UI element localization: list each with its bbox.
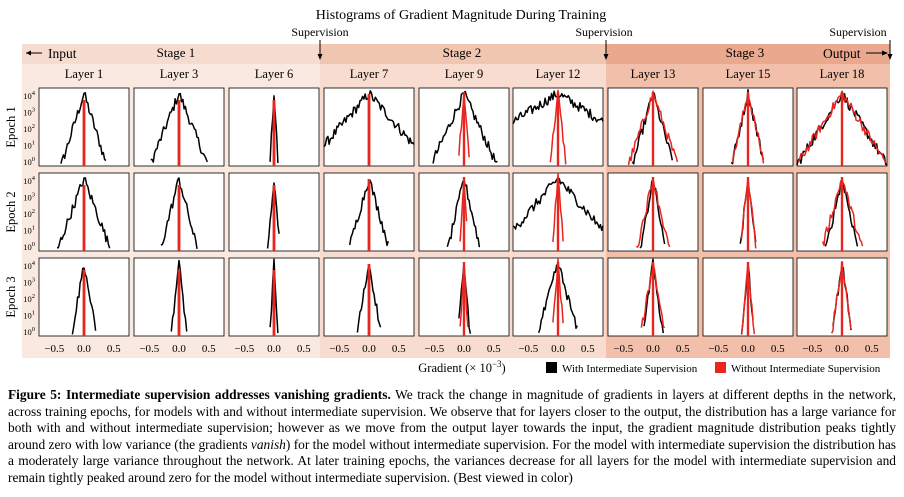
supervision-label-1: Supervision bbox=[291, 25, 349, 39]
x-tick-label: −0.5 bbox=[613, 343, 634, 355]
series-without-supervision bbox=[83, 185, 86, 251]
legend-swatch-with bbox=[546, 362, 557, 373]
y-tick-label: $10^2$ bbox=[23, 208, 35, 219]
x-tick-label: 0.0 bbox=[362, 343, 376, 355]
stage-2-label: Stage 2 bbox=[442, 45, 482, 60]
x-tick-label: 0.5 bbox=[296, 343, 311, 355]
x-tick-label: 0.5 bbox=[106, 343, 121, 355]
panel-epoch2-layer8 bbox=[703, 173, 793, 251]
caption-text-1: We track the change in magnitude of gradients in layers at different depths in the network, across training epochs, for models with and without intermediate supervision. We observe that for layers closer to the output, the distribution has a large variance for both with and without intermediate supervision; however as we move from the output layer towards the input, the gradient magnitude distribution peaks tightly around zero with low variance (the gradients bbox=[8, 387, 896, 452]
x-tick-label: −0.5 bbox=[518, 343, 539, 355]
y-tick-label: $10^3$ bbox=[23, 276, 35, 288]
x-tick-label: −0.5 bbox=[708, 343, 729, 355]
layer-label-1: Layer 1 bbox=[64, 67, 104, 81]
series-without-supervision-peak bbox=[652, 177, 654, 251]
legend-label-with: With Intermediate Supervision bbox=[562, 363, 698, 375]
panel-epoch2-layer5 bbox=[419, 173, 509, 251]
panel-epoch1-layer5 bbox=[419, 88, 509, 166]
series-without-supervision-peak bbox=[747, 177, 749, 251]
x-axis-label: Gradient (× $10^{-3}$) bbox=[418, 359, 506, 375]
x-tick-label: 0.0 bbox=[835, 343, 849, 355]
x-tick-label: −0.5 bbox=[234, 343, 255, 355]
layer-label-5: Layer 9 bbox=[444, 67, 484, 81]
series-without-supervision-peak bbox=[747, 262, 749, 336]
series-without-supervision-peak bbox=[652, 92, 654, 166]
series-without-supervision-peak bbox=[557, 262, 559, 336]
layer-label-6: Layer 12 bbox=[535, 67, 581, 81]
y-tick-label: $10^3$ bbox=[23, 191, 35, 203]
series-without-supervision bbox=[178, 100, 181, 166]
panel-epoch2-layer3 bbox=[229, 173, 319, 251]
x-tick-label: −0.5 bbox=[44, 343, 65, 355]
x-tick-label: 0.0 bbox=[267, 343, 281, 355]
x-tick-label: 0.5 bbox=[391, 343, 406, 355]
series-without-supervision bbox=[273, 100, 276, 166]
series-without-supervision-peak bbox=[557, 92, 559, 166]
epoch-label-1: Epoch 1 bbox=[4, 106, 18, 148]
panel-epoch2-layer6 bbox=[513, 173, 603, 251]
x-tick-label: 0.0 bbox=[457, 343, 471, 355]
x-tick-label: 0.5 bbox=[580, 343, 595, 355]
x-tick-label: 0.5 bbox=[770, 343, 785, 355]
series-without-supervision bbox=[178, 185, 181, 251]
panel-epoch2-layer9 bbox=[797, 173, 887, 251]
legend-label-without: Without Intermediate Supervision bbox=[731, 363, 881, 375]
figure-title: Histograms of Gradient Magnitude During Training bbox=[315, 8, 607, 23]
panel-epoch1-layer2 bbox=[134, 88, 224, 166]
supervision-label-2: Supervision bbox=[575, 25, 633, 39]
y-tick-label: $10^0$ bbox=[23, 326, 35, 337]
series-without-supervision-peak bbox=[841, 177, 843, 251]
series-without-supervision bbox=[178, 270, 181, 336]
series-without-supervision-peak bbox=[652, 262, 654, 336]
y-tick-label: $10^4$ bbox=[23, 260, 35, 271]
epoch-label-2: Epoch 2 bbox=[4, 191, 18, 233]
x-tick-label: 0.5 bbox=[675, 343, 690, 355]
panel-epoch1-layer3 bbox=[229, 88, 319, 166]
series-without-supervision-peak bbox=[841, 262, 843, 336]
y-tick-label: $10^2$ bbox=[23, 123, 35, 134]
figure-caption bbox=[8, 387, 896, 487]
series-without-supervision-peak bbox=[841, 92, 843, 166]
supervision-label-3: Supervision bbox=[829, 25, 887, 39]
epoch-label-3: Epoch 3 bbox=[4, 276, 18, 318]
x-tick-label: 0.5 bbox=[864, 343, 879, 355]
y-tick-label: $10^1$ bbox=[23, 309, 35, 321]
y-tick-label: $10^2$ bbox=[23, 293, 35, 304]
panel-epoch2-layer4 bbox=[324, 173, 414, 251]
panel-epoch1-layer9 bbox=[797, 88, 887, 166]
caption-italic: vanish bbox=[250, 436, 286, 452]
x-tick-label: −0.5 bbox=[139, 343, 160, 355]
series-without-supervision-peak bbox=[463, 262, 465, 336]
input-label: Input bbox=[48, 46, 77, 61]
series-without-supervision-peak bbox=[463, 92, 465, 166]
y-tick-label: $10^4$ bbox=[23, 90, 35, 101]
panel-epoch1-layer7 bbox=[608, 88, 698, 166]
legend bbox=[546, 362, 881, 375]
y-tick-label: $10^0$ bbox=[23, 156, 35, 167]
y-tick-label: $10^3$ bbox=[23, 106, 35, 118]
caption-text-2: ) for the model without intermediate supervision. For the model with intermediate supervision the distribution has a moderately large variance throughout the network. At later training epochs, the variances decrease for all layers for the model with intermediate supervision and remain tightly peaked around zero for the model without intermediate supervision. (Best viewed in color) bbox=[8, 436, 897, 485]
x-tick-label: 0.5 bbox=[486, 343, 501, 355]
layer-label-4: Layer 7 bbox=[349, 67, 389, 81]
series-without-supervision bbox=[368, 264, 371, 336]
panel-epoch2-layer1 bbox=[23, 173, 129, 252]
series-without-supervision bbox=[368, 179, 371, 251]
y-tick-label: $10^1$ bbox=[23, 139, 35, 151]
series-without-supervision bbox=[368, 94, 371, 166]
x-tick-label: 0.0 bbox=[741, 343, 755, 355]
x-tick-label: −0.5 bbox=[329, 343, 350, 355]
x-tick-label: 0.0 bbox=[172, 343, 186, 355]
series-without-supervision bbox=[83, 270, 86, 336]
x-tick-label: 0.0 bbox=[77, 343, 91, 355]
panel-epoch1-layer8 bbox=[703, 88, 793, 166]
y-tick-label: $10^0$ bbox=[23, 241, 35, 252]
layer-label-8: Layer 15 bbox=[725, 67, 771, 81]
x-tick-label: −0.5 bbox=[424, 343, 445, 355]
panel-epoch1-layer6 bbox=[513, 88, 603, 166]
series-without-supervision-peak bbox=[557, 177, 559, 251]
y-tick-label: $10^1$ bbox=[23, 224, 35, 236]
panel-epoch2-layer7 bbox=[608, 173, 698, 251]
panel-epoch2-layer2 bbox=[134, 173, 224, 251]
x-tick-label: 0.0 bbox=[551, 343, 565, 355]
panel-epoch1-layer4 bbox=[324, 88, 414, 166]
series-without-supervision bbox=[273, 270, 276, 336]
x-tick-label: 0.0 bbox=[646, 343, 660, 355]
layer-label-7: Layer 13 bbox=[630, 67, 676, 81]
series-without-supervision bbox=[83, 100, 86, 166]
legend-swatch-without bbox=[715, 362, 726, 373]
layer-label-2: Layer 3 bbox=[159, 67, 199, 81]
caption-heading: Intermediate supervision addresses vanishing gradients. bbox=[65, 387, 391, 402]
stage-3-label: Stage 3 bbox=[725, 45, 765, 60]
series-without-supervision-peak bbox=[463, 177, 465, 251]
x-tick-label: 0.5 bbox=[201, 343, 216, 355]
stage-1-label: Stage 1 bbox=[156, 45, 196, 60]
y-tick-label: $10^4$ bbox=[23, 175, 35, 186]
output-label: Output bbox=[823, 46, 861, 61]
series-without-supervision bbox=[273, 185, 276, 251]
layer-label-9: Layer 18 bbox=[819, 67, 865, 81]
layer-label-3: Layer 6 bbox=[254, 67, 294, 81]
series-without-supervision-peak bbox=[747, 92, 749, 166]
panel-epoch1-layer1 bbox=[23, 88, 129, 167]
caption-label: Figure 5: bbox=[8, 387, 62, 402]
x-tick-label: −0.5 bbox=[802, 343, 823, 355]
